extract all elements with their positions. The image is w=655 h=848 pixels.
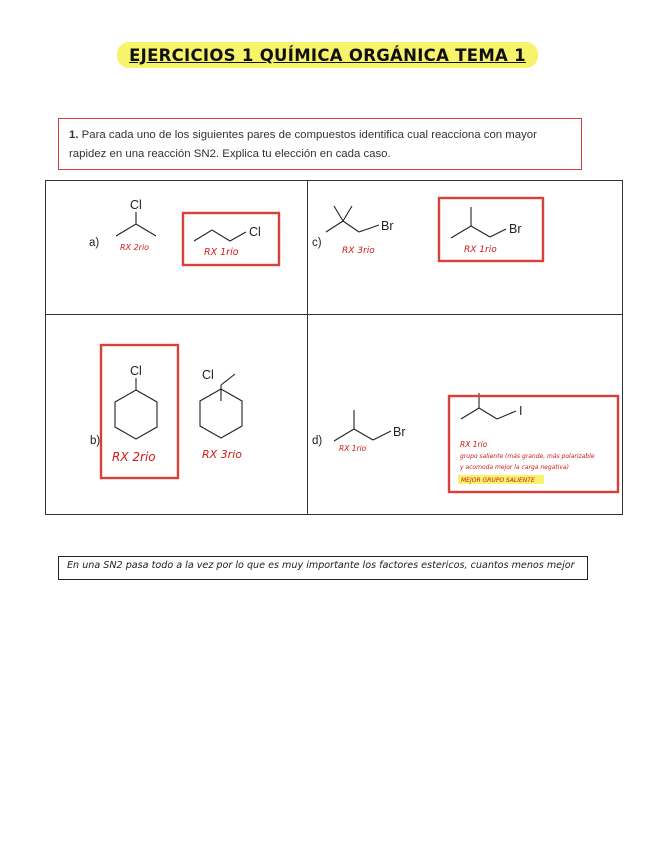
neopentyl-bond-2 [343, 221, 359, 232]
title-wrap [0, 42, 655, 68]
answer-text: En una SN2 pasa todo a la vez por lo que es muy importante los factores estericos, cuantos menos mejor [67, 560, 575, 571]
isobutyl-bond-4 [490, 229, 506, 237]
isobutyl-bond-1 [451, 226, 471, 238]
note-a-left: RX 2rio [120, 243, 150, 252]
atom-c-right: Br [509, 222, 522, 236]
exercise-grid [45, 180, 623, 515]
note-b-right: RX 3rio [202, 448, 242, 461]
d-isobutyl-bond-1 [334, 429, 354, 441]
isobutyl-iodide-bond-4 [497, 411, 516, 419]
cell-label-b: b) [90, 435, 101, 447]
note-d-right: RX 1rio [460, 440, 488, 449]
note-c-right: RX 1rio [464, 245, 497, 255]
atom-a-left: Cl [130, 198, 142, 212]
chloropropane-skeleton [194, 230, 246, 241]
neopentyl-bond-1 [326, 221, 343, 232]
atom-b-right: Cl [202, 368, 214, 382]
d-isobutyl-bond-3 [354, 429, 373, 440]
isopropyl-chloride-skeleton [116, 224, 156, 236]
note-d-explain-2: y acomoda mejor la carga negativa) [460, 464, 569, 471]
cell-label-d: d) [312, 435, 323, 447]
question-text: Para cada uno de los siguientes pares de compuestos identifica cual reacciona con mayor rapidez en una reacción SN2. Explica tu elección en cada caso. [69, 129, 537, 160]
isobutyl-iodide-bond-1 [461, 408, 479, 419]
atom-a-right: Cl [249, 225, 261, 239]
isobutyl-iodide-bond-3 [479, 408, 497, 419]
page-title: EJERCICIOS 1 QUÍMICA ORGÁNICA TEMA 1 [117, 42, 538, 68]
atom-d-right: I [519, 404, 523, 418]
d-isobutyl-bond-4 [373, 431, 391, 440]
question-number: 1. [69, 129, 79, 141]
cell-label-a: a) [89, 237, 100, 249]
note-a-right: RX 1rio [204, 247, 239, 258]
atom-c-left: Br [381, 219, 394, 233]
note-b-left: RX 2rio [112, 450, 156, 464]
question-box [58, 118, 582, 170]
atom-d-left: Br [393, 425, 406, 439]
cell-label-c: c) [312, 237, 322, 249]
note-d-highlight: MEJOR GRUPO SALIENTE [461, 477, 535, 484]
methyl-bond [221, 374, 235, 385]
isobutyl-bond-3 [471, 226, 490, 237]
neopentyl-bond-3 [334, 206, 343, 221]
atom-b-left: Cl [130, 364, 142, 378]
structures-canvas [46, 181, 624, 516]
note-d-explain-1: grupo saliente (más grande, más polarizable [460, 453, 595, 460]
neopentyl-bond-4 [343, 206, 352, 221]
cyclohexane-ring-left [115, 390, 157, 439]
neopentyl-bond-5 [359, 225, 379, 232]
note-d-left: RX 1rio [339, 444, 367, 453]
answer-box [58, 556, 588, 580]
note-c-left: RX 3rio [342, 246, 375, 256]
